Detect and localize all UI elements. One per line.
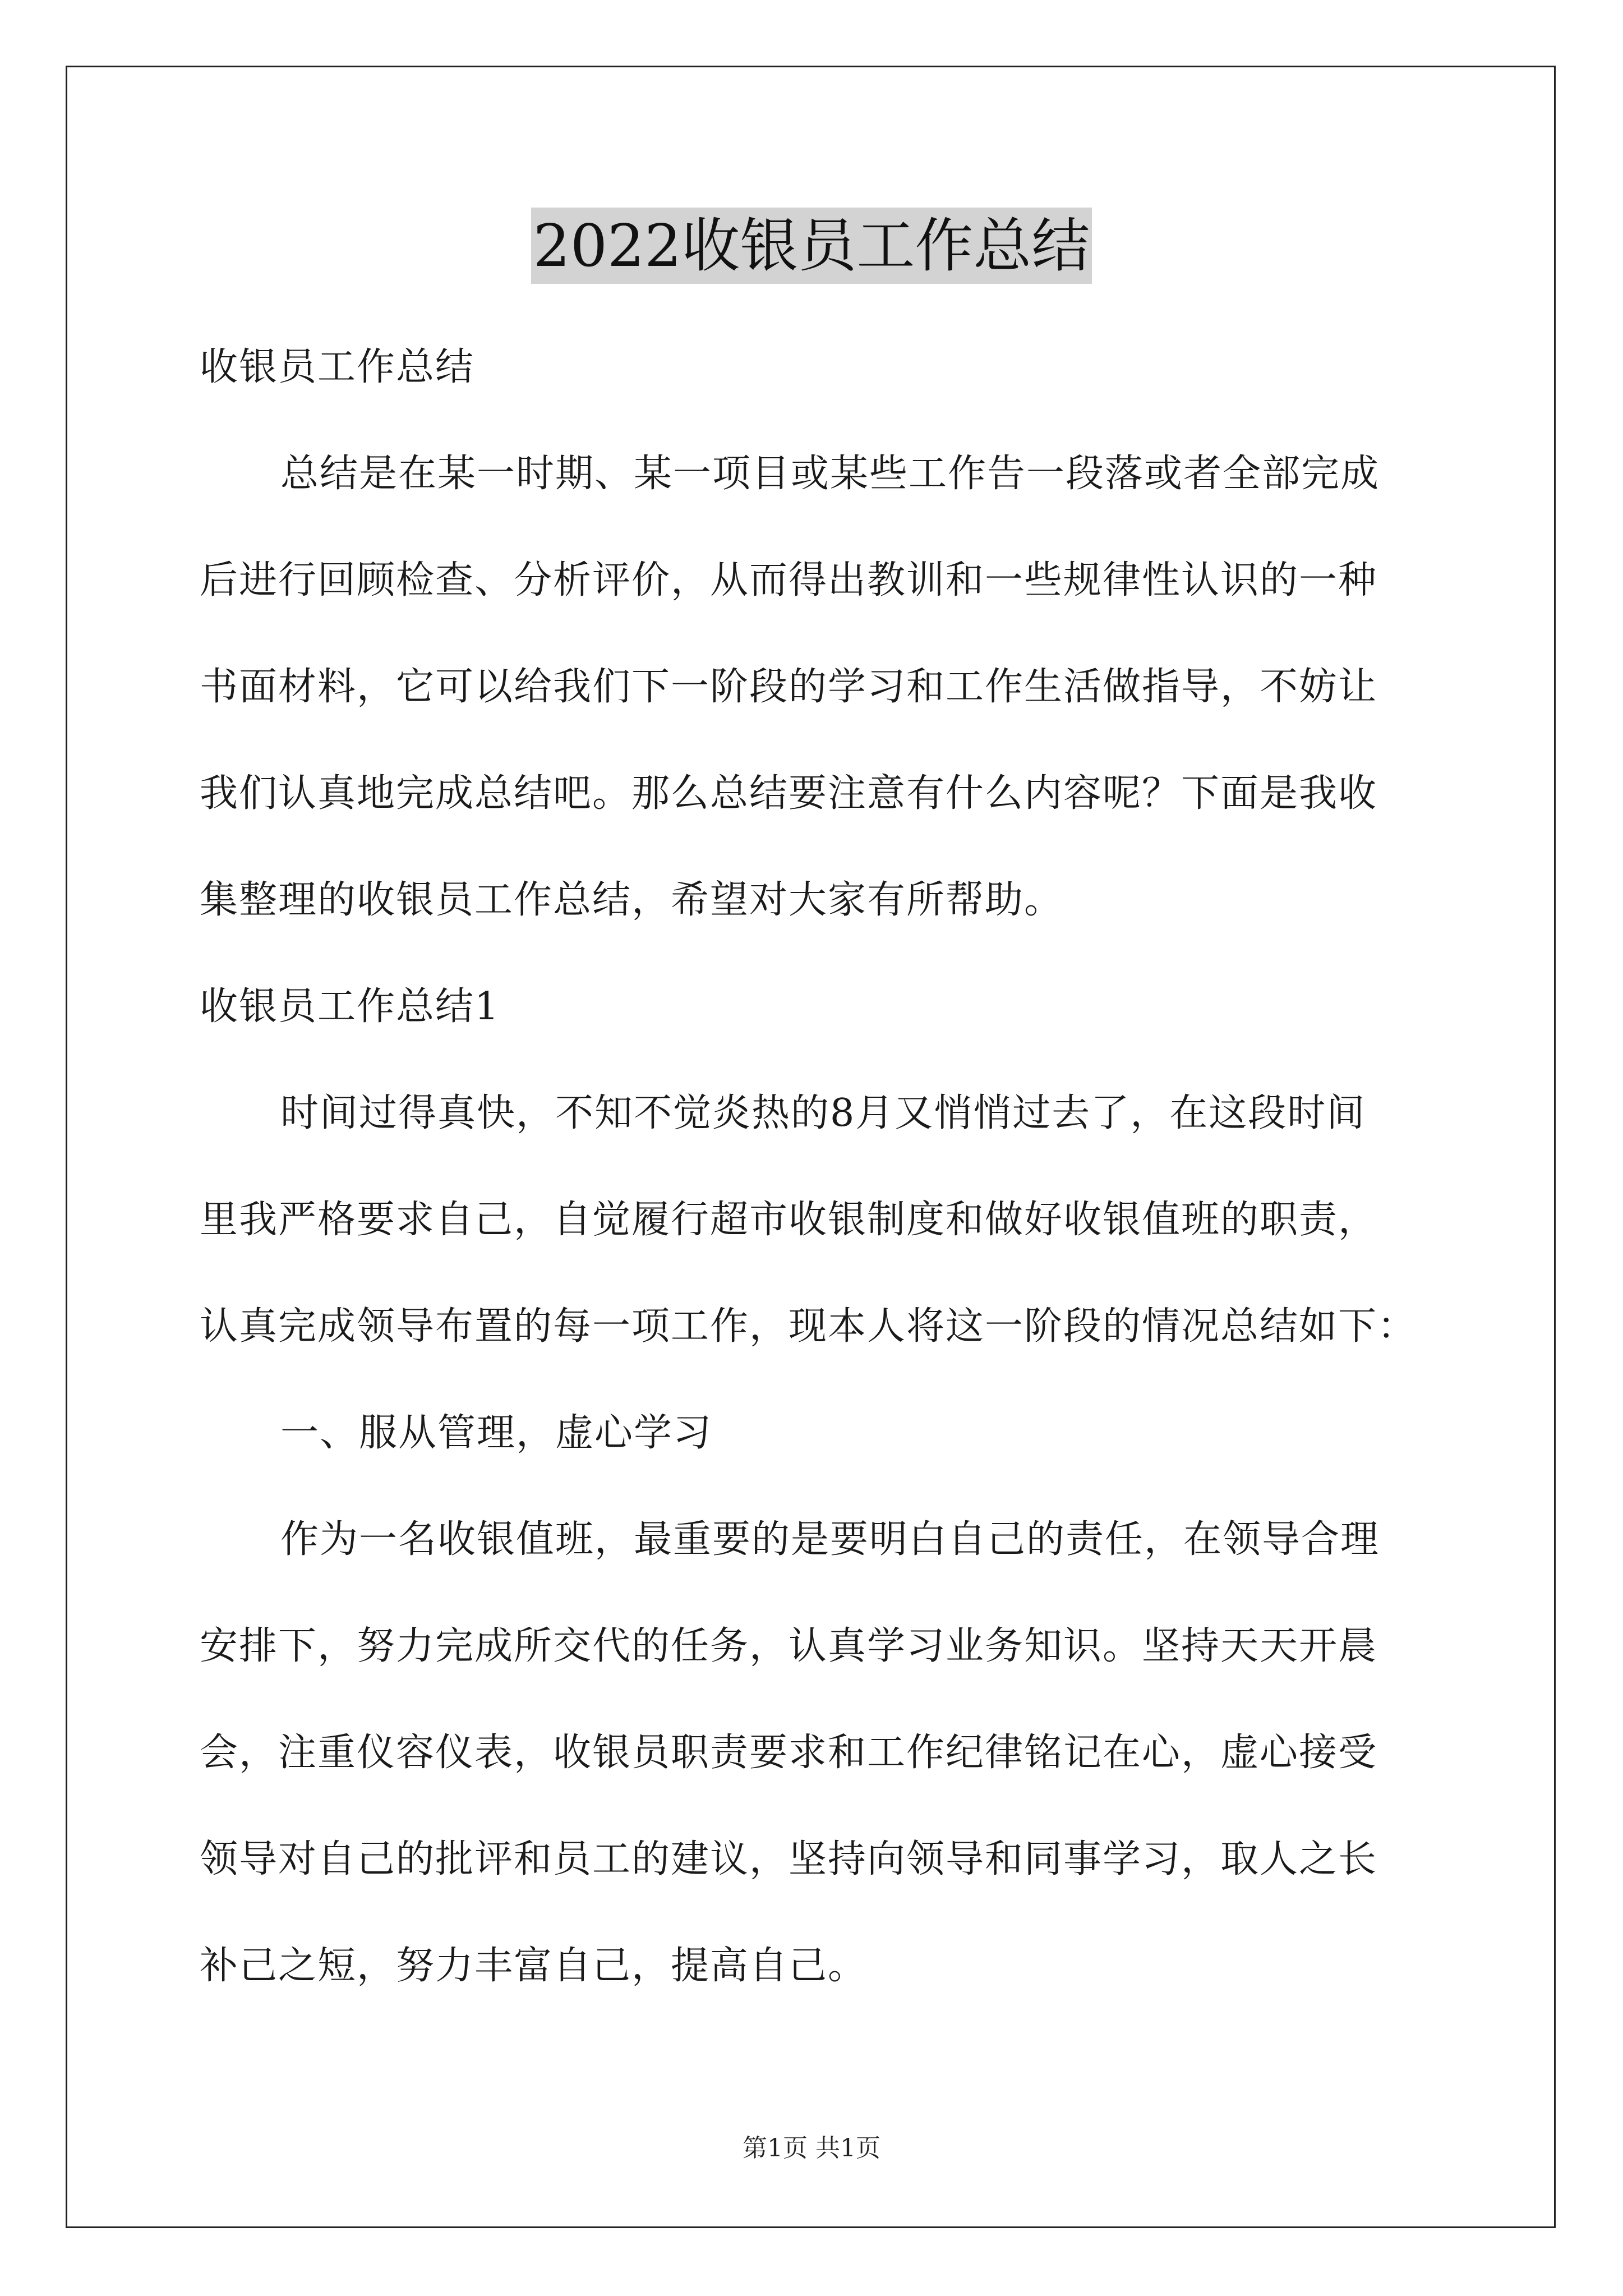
text-line: 里我严格要求自己，自觉履行超市收银制度和做好收银值班的职责， — [200, 1198, 1378, 1242]
text-line: 集整理的收银员工作总结，希望对大家有所帮助。 — [200, 878, 1064, 922]
text-line: 一、服从管理，虚心学习 — [280, 1411, 713, 1455]
document-title: 2022收银员工作总结 — [531, 208, 1092, 284]
text-line: 安排下，努力完成所交代的任务，认真学习业务知识。坚持天天开晨 — [200, 1624, 1378, 1668]
title-container — [0, 208, 1623, 284]
text-line: 总结是在某一时期、某一项目或某些工作告一段落或者全部完成 — [280, 452, 1380, 496]
page-footer: 第1页 共1页 — [743, 2134, 880, 2162]
text-line: 书面材料，它可以给我们下一阶段的学习和工作生活做指导，不妨让 — [200, 665, 1378, 709]
text-line: 收银员工作总结 — [200, 345, 475, 389]
text-line: 后进行回顾检查、分析评价，从而得出教训和一些规律性认识的一种 — [200, 558, 1378, 602]
text-line: 补己之短，努力丰富自己，提高自己。 — [200, 1944, 868, 1988]
text-line: 时间过得真快，不知不觉炎热的8月又悄悄过去了，在这段时间 — [280, 1091, 1366, 1135]
text-line: 认真完成领导布置的每一项工作，现本人将这一阶段的情况总结如下： — [200, 1304, 1417, 1349]
text-line: 领导对自己的批评和员工的建议，坚持向领导和同事学习，取人之长 — [200, 1837, 1378, 1881]
text-line: 收银员工作总结1 — [200, 984, 500, 1029]
text-line: 会，注重仪容仪表，收银员职责要求和工作纪律铭记在心，虚心接受 — [200, 1731, 1378, 1775]
text-line: 作为一名收银值班，最重要的是要明白自己的责任，在领导合理 — [280, 1517, 1380, 1562]
text-line: 我们认真地完成总结吧。那么总结要注意有什么内容呢？下面是我收 — [200, 771, 1378, 816]
document-body — [200, 314, 1433, 2019]
